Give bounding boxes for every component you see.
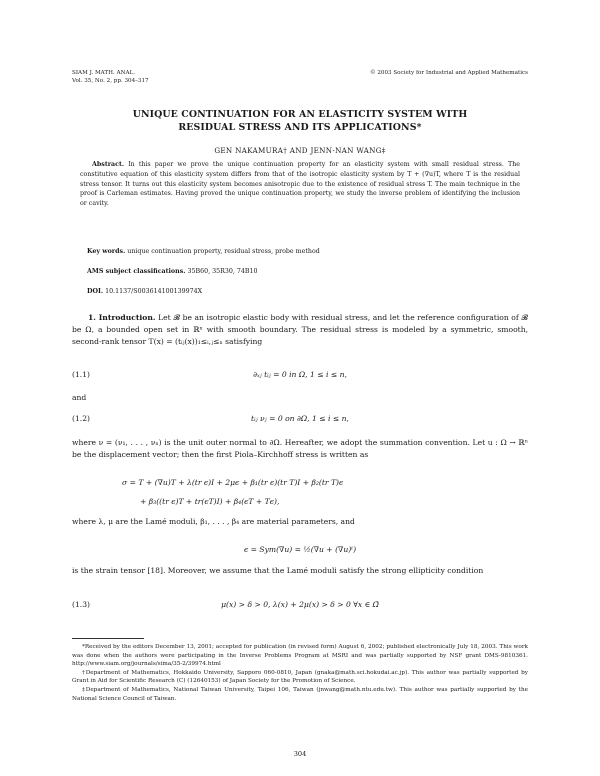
equation-1-2 (72, 414, 528, 426)
intro-para-1-text: Let 𝓑 be an isotropic elastic body with residual stress, and let the reference configuration of 𝓑 be Ω, a bounded open set in ℝⁿ with smooth boundary. The residual stress is modeled by a symmetric, smooth, second-rank tensor T(x) = (tᵢⱼ(x))₁≤ᵢ,ⱼ≤ₙ satisfying (72, 313, 528, 346)
doi-label: DOI. (87, 288, 104, 295)
footnote-divider (72, 638, 144, 639)
equation-1-3 (72, 600, 528, 612)
equation-content: μ(x) > δ > 0, λ(x) + 2μ(x) > δ > 0 ∀x ∈ Ω̄ (221, 600, 379, 609)
strain-equation (72, 545, 528, 557)
copyright-notice: © 2003 Society for Industrial and Applied Mathematics (369, 70, 528, 76)
section-heading: 1. Introduction. (88, 313, 156, 322)
doi-text: 10.1137/S003614100139974X (105, 288, 203, 295)
piola-kirchhoff-line-2 (72, 497, 528, 509)
equation-number: (1.1) (72, 370, 91, 379)
footnote-author-2: ‡Department of Mathematics, National Taiwan University, Taipei 106, Taiwan (jnwang@math.ntu.edu.tw). This author was partially supported by the National Science Council of Taiwan. (72, 686, 528, 702)
ams-text: 35B60, 35R30, 74B10 (187, 268, 258, 275)
doi (87, 288, 202, 295)
journal-volume: Vol. 35, No. 2, pp. 304–317 (72, 77, 149, 84)
ams-classifications (87, 268, 258, 275)
keywords-label: Key words. (87, 248, 126, 255)
keywords (87, 248, 320, 255)
keywords-text: unique continuation property, residual stress, probe method (127, 248, 320, 255)
footnote-received: *Received by the editors December 13, 2001; accepted for publication (in revised form) August 6, 2002; published electronically July 18, 2003. This work was done when the authors were participating in the Inverse Problems Program at MSRI and was partially supported by NSF grant DMS-9810361. http://www.siam.org/journals/sima/35-2/39974.html (72, 644, 528, 668)
equation-content: + β₃((tr ϵ)T + tr(ϵT)I) + β₄(ϵT + Tϵ), (140, 497, 280, 506)
footnotes (72, 643, 528, 703)
piola-kirchhoff-line-1 (72, 478, 528, 490)
intro-paragraph-3: where λ, μ are the Lamé moduli, β₁, . . . , β₄ are material parameters, and (72, 517, 355, 526)
footnote-author-1: †Department of Mathematics, Hokkaido University, Sapporo 060-0810, Japan (gnaka@math.sci.hokudai.ac.jp). This author was partially supported by Grant in Aid for Scientific Research (C) (12640153) of Japan Society for the Promotion of Science. (72, 669, 528, 685)
paper-title (60, 108, 540, 134)
intro-paragraph-1 (72, 312, 528, 348)
ams-label: AMS subject classifications. (87, 268, 186, 275)
equation-1-1 (72, 370, 528, 382)
connective-text: and (72, 393, 87, 402)
journal-name: SIAM J. MATH. ANAL. (72, 70, 136, 76)
equation-number: (1.2) (72, 414, 91, 423)
abstract (80, 160, 520, 209)
journal-info (72, 70, 149, 85)
equation-content: tᵢⱼ νⱼ = 0 on ∂Ω, 1 ≤ i ≤ n, (251, 414, 349, 423)
equation-number: (1.3) (72, 600, 91, 609)
abstract-label: Abstract. (92, 161, 125, 168)
title-line-1: UNIQUE CONTINUATION FOR AN ELASTICITY SYSTEM WITH (132, 109, 468, 120)
abstract-text: In this paper we prove the unique continuation property for an elasticity system with small residual stress. The constitutive equation of this elasticity system differs from that of the isotropic elasticity system by T + (∇u)T, where T is the residual stress tensor. It turns out this elasticity system becomes anisotropic due to the existence of residual stress T. The main technique in the proof is Carleman estimates. Having proved the unique continuation property, we study the inverse problem of identifying the inclusion or cavity. (80, 161, 520, 208)
equation-content: σ = T + (∇u)T + λ(tr ϵ)I + 2μϵ + β₁(tr ϵ)(tr T)I + β₂(tr T)ϵ (122, 478, 344, 487)
page-number: 304 (293, 750, 307, 758)
intro-paragraph-4: is the strain tensor [18]. Moreover, we assume that the Lamé moduli satisfy the strong ellipticity condition (72, 566, 484, 575)
equation-content: ϵ = Sym(∇u) = ½(∇u + (∇u)ᵗ) (243, 545, 357, 554)
author-list: GEN NAKAMURA† AND JENN-NAN WANG‡ (214, 146, 386, 155)
equation-content: ∂ₓⱼ tᵢⱼ = 0 in Ω, 1 ≤ i ≤ n, (253, 370, 347, 379)
title-line-2: RESIDUAL STRESS AND ITS APPLICATIONS* (178, 122, 422, 133)
intro-paragraph-2: where ν = (ν₁, . . . , νₙ) is the unit outer normal to ∂Ω. Hereafter, we adopt the summation convention. Let u : Ω → ℝⁿ be the displacement vector; then the first Piola–Kirchhoff stress is written as (72, 438, 528, 459)
